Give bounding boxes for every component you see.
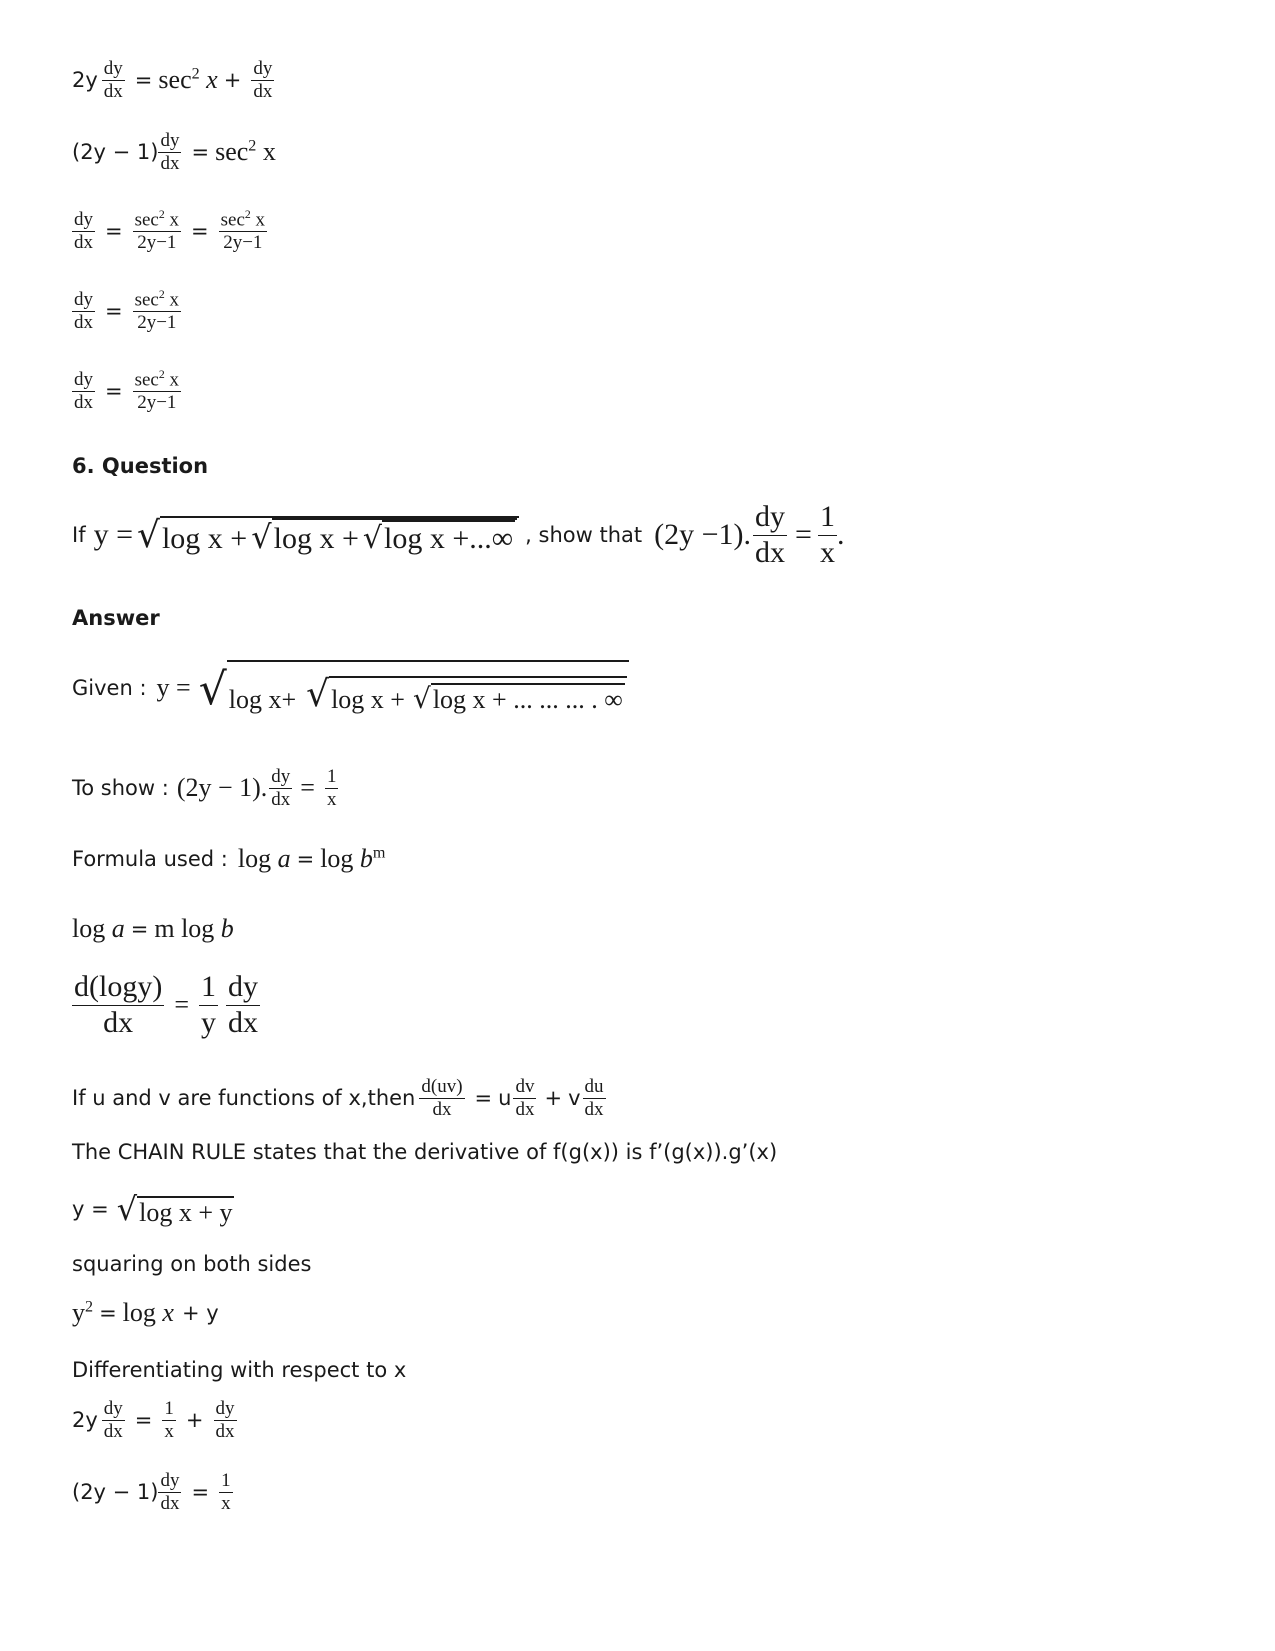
to-show-label: To show : [72, 776, 169, 801]
eq-text: 2y [72, 68, 98, 93]
fraction [102, 58, 125, 103]
fraction [72, 369, 95, 414]
denominator: dx [103, 1420, 123, 1442]
fraction [158, 130, 181, 175]
equals-sign: = [99, 1301, 117, 1325]
numerator: dy [103, 1398, 123, 1419]
denominator: 2y−1 [137, 232, 177, 254]
formula-line-3 [72, 970, 264, 1040]
formula-expression: log a [237, 844, 291, 873]
squaring-text: squaring on both sides [72, 1252, 312, 1276]
numerator: d(uv) [421, 1076, 463, 1097]
equals-sign: = [174, 990, 189, 1019]
equals-sign: = [191, 219, 209, 243]
denominator: dx [215, 1420, 235, 1442]
numerator: dv [515, 1076, 535, 1097]
numerator: 1 [326, 766, 337, 787]
lhs-expression: (2y −1). [654, 518, 752, 551]
fraction [133, 368, 181, 414]
formula-expression: m log b [154, 914, 234, 943]
numerator: $\sec^2 x$ [134, 368, 180, 391]
formula-expression: log a [72, 914, 125, 943]
show-that-text: , show that [525, 523, 643, 547]
fraction [162, 1398, 176, 1443]
numerator: 1 [818, 500, 837, 536]
fraction [325, 766, 339, 811]
nested-radical: √ log x+ √ log x + √ log x + ... ... ... . ∞ [199, 660, 629, 715]
equation-line-5 [72, 368, 185, 414]
sec-function: $\sec^2 x$ [215, 137, 276, 167]
denominator: x [819, 535, 835, 569]
plus-sign: + [185, 1408, 204, 1433]
numerator: dy [226, 970, 260, 1006]
fraction [133, 208, 181, 254]
denominator: dx [271, 788, 291, 810]
numerator: 1 [221, 1470, 231, 1491]
given-line [72, 660, 629, 715]
denominator: dx [253, 80, 273, 102]
numerator: dy [103, 58, 123, 79]
differentiating-text: Differentiating with respect to x [72, 1358, 407, 1382]
denominator: dx [160, 1492, 180, 1514]
fraction [102, 1398, 125, 1443]
denominator: dx [74, 231, 93, 253]
fraction [199, 970, 218, 1040]
equals-sign: = [134, 1408, 153, 1433]
numerator: dy [753, 500, 787, 536]
formula-expression: $\log b^m$ [320, 844, 386, 873]
fraction [753, 500, 787, 570]
numerator: $\sec^2 x$ [134, 288, 180, 311]
plus-sign: + [223, 68, 242, 93]
if-text: If [72, 523, 86, 547]
denominator: dx [432, 1098, 452, 1120]
formula-used-line [72, 844, 385, 874]
fraction [72, 289, 95, 334]
formula-line-2 [72, 914, 234, 944]
fraction [513, 1076, 536, 1121]
eq-text: (2y − 1) [72, 1480, 159, 1505]
y-equals: y = [156, 672, 191, 702]
equals-sign: = [474, 1086, 493, 1111]
denominator: dx [74, 391, 93, 413]
numerator: 1 [199, 970, 218, 1006]
formula-label: Formula used : [72, 847, 228, 871]
question-heading: 6. Question [72, 454, 209, 478]
fraction [251, 58, 274, 103]
denominator: dx [74, 311, 93, 333]
fraction [219, 1470, 233, 1515]
numerator: $\sec^2 x$ [220, 208, 266, 231]
radical: √ log x + y [116, 1190, 233, 1228]
numerator: dy [253, 58, 273, 79]
denominator: dx [515, 1098, 535, 1120]
fraction [583, 1076, 606, 1121]
plus-sign: + [544, 1086, 563, 1111]
derivative-line-2 [72, 1470, 237, 1515]
equals-sign: = [130, 917, 149, 941]
fraction [226, 970, 260, 1040]
denominator: dx [755, 535, 786, 569]
chain-rule-line: The CHAIN RULE states that the derivative of f(g(x)) is f’(g(x)).g’(x) [72, 1140, 778, 1164]
denominator: 2y−1 [223, 232, 263, 254]
fraction [158, 1470, 181, 1515]
equals-sign: = [296, 847, 315, 871]
equation-line-4 [72, 288, 185, 334]
fraction [219, 208, 267, 254]
numerator: $\sec^2 x$ [134, 208, 180, 231]
lhs-expression: (2y − 1). [176, 773, 268, 803]
equals-sign: = [300, 773, 315, 803]
substitution-line [72, 1190, 234, 1228]
y-equals: y = [93, 518, 134, 551]
denominator: 2y−1 [137, 312, 177, 334]
denominator: x [221, 1492, 231, 1514]
sec-function: $\sec^2 x$ [158, 65, 218, 95]
product-rule-text: If u and v are functions of x,then [72, 1086, 416, 1111]
numerator: dy [74, 288, 93, 310]
fraction [72, 970, 164, 1040]
equals-sign: = [134, 68, 153, 93]
nested-radical: √ log x + √ log x + √ log x +...∞ [137, 515, 519, 556]
numerator: dy [160, 130, 180, 151]
variable-v: v [568, 1086, 581, 1111]
numerator: du [584, 1076, 604, 1097]
numerator: dy [215, 1398, 235, 1419]
denominator: dx [584, 1098, 604, 1120]
y-squared: $y^2$ [72, 1298, 94, 1327]
y-equals: y = [72, 1197, 109, 1221]
derivative-line-1 [72, 1398, 241, 1443]
plus-y: + y [181, 1301, 219, 1325]
numerator: d(logy) [72, 970, 164, 1006]
eq-text: 2y [72, 1408, 98, 1433]
fraction [72, 209, 95, 254]
log-expression: log x [122, 1298, 174, 1327]
equals-sign: = [795, 518, 812, 551]
denominator: dx [103, 80, 123, 102]
equals-sign: = [191, 140, 210, 165]
equation-line-3 [72, 208, 271, 254]
eq-text: (2y − 1) [72, 140, 159, 165]
fraction [419, 1076, 464, 1121]
fraction [133, 288, 181, 334]
numerator: 1 [164, 1398, 174, 1419]
period: . [836, 518, 845, 551]
equation-line-1 [72, 58, 278, 103]
equals-sign: = [105, 299, 123, 323]
denominator: dx [228, 1005, 258, 1039]
squared-equation [72, 1298, 219, 1328]
equals-sign: = [105, 219, 123, 243]
denominator: dx [103, 1005, 134, 1039]
numerator: dy [74, 368, 93, 390]
given-label: Given : [72, 675, 147, 700]
fraction [818, 500, 837, 570]
fraction [269, 766, 292, 811]
denominator: dx [160, 152, 180, 174]
numerator: dy [271, 766, 291, 787]
numerator: dy [74, 208, 93, 230]
denominator: 2y−1 [137, 392, 177, 414]
to-show-line [72, 766, 342, 811]
variable-u: u [498, 1086, 512, 1111]
numerator: dy [160, 1470, 180, 1491]
denominator: x [164, 1420, 174, 1442]
denominator: y [201, 1005, 216, 1039]
denominator: x [326, 788, 337, 810]
answer-heading: Answer [72, 606, 160, 630]
question-statement [72, 500, 844, 570]
equals-sign: = [105, 379, 123, 403]
product-rule-line [72, 1076, 608, 1121]
equals-sign: = [191, 1480, 210, 1505]
equation-line-2 [72, 130, 276, 175]
fraction [214, 1398, 237, 1443]
